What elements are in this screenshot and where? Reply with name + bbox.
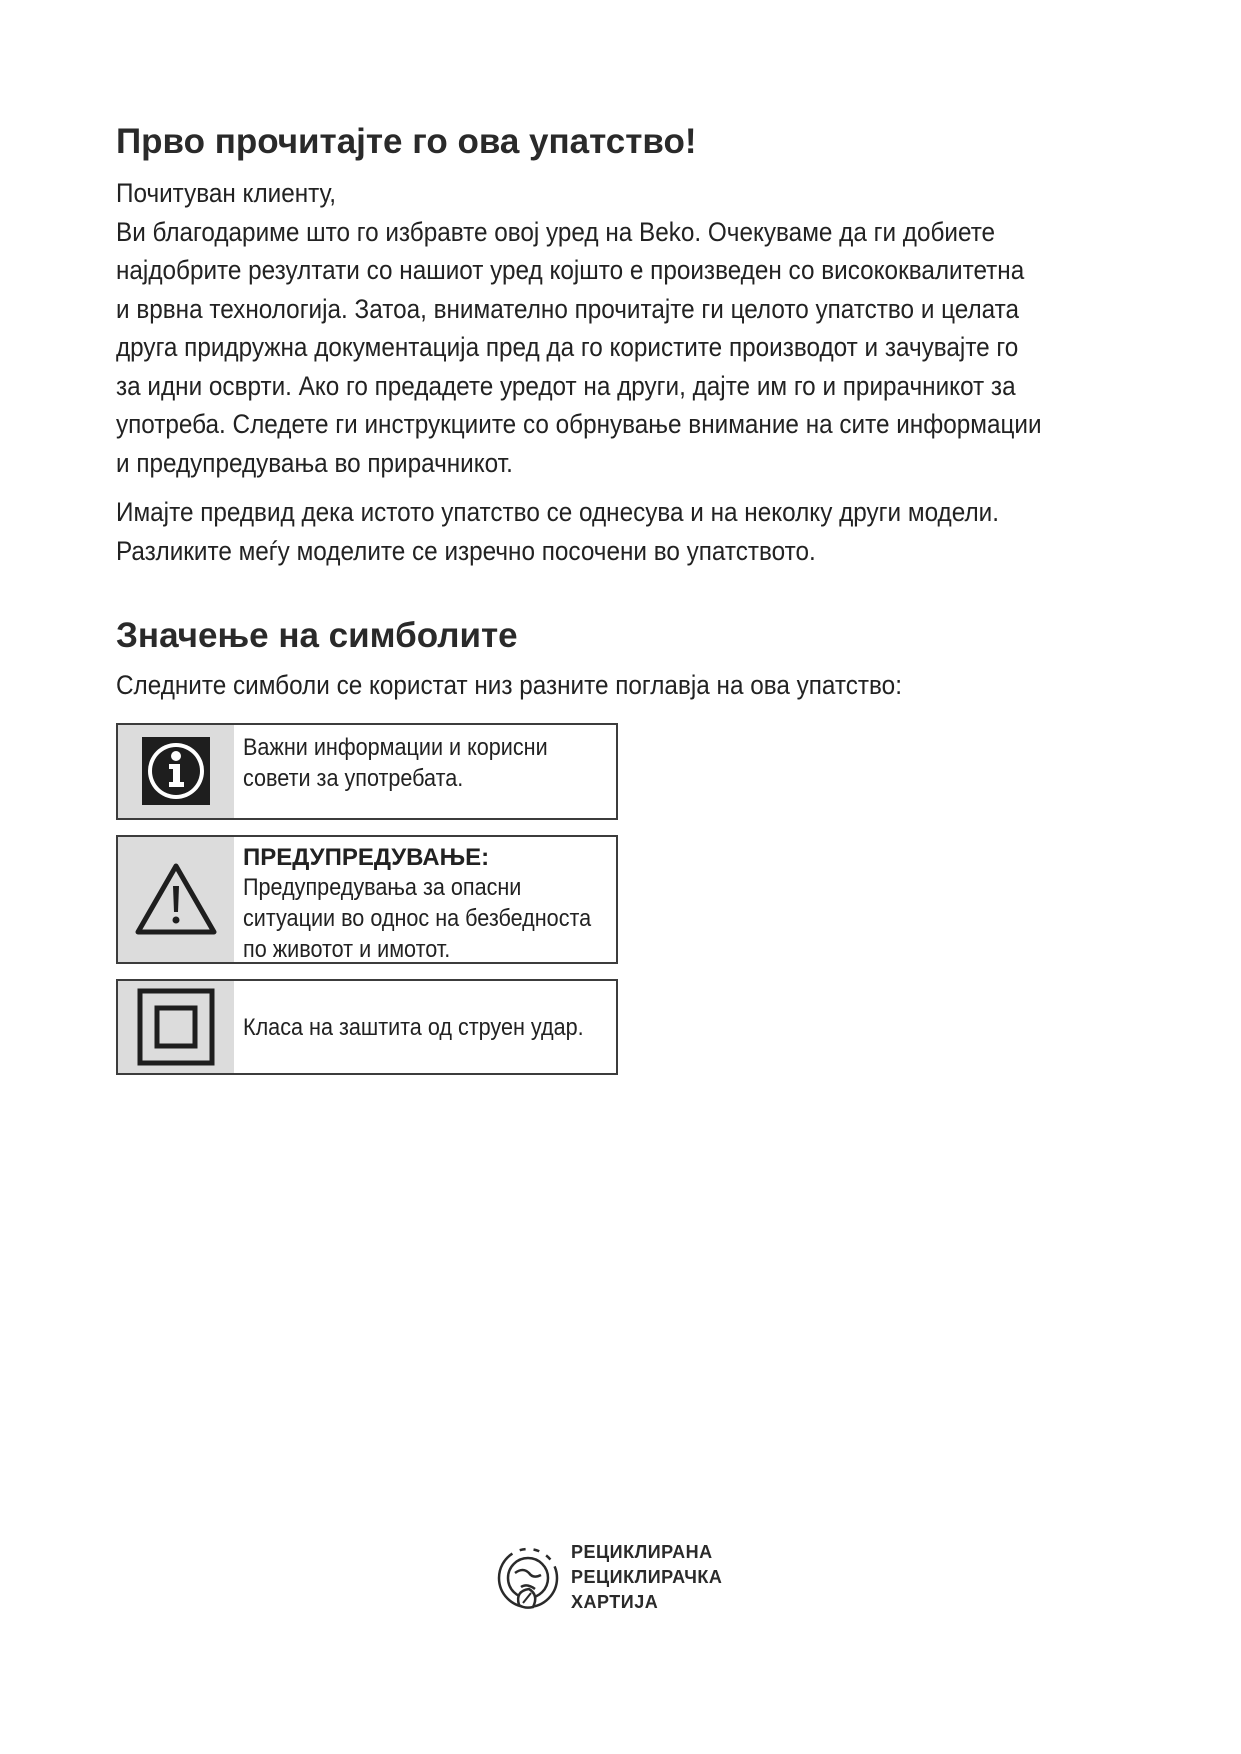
recycle-label-line: РЕЦИКЛИРАЧКА [571, 1567, 723, 1587]
warning-triangle-icon [134, 862, 218, 936]
info-line: совети за употребата. [243, 764, 464, 792]
warning-text [243, 872, 612, 965]
intro-paragraph [116, 174, 1151, 482]
recycled-globe-icon [493, 1543, 563, 1613]
intro-line: за идни осврти. Ако го предадете уредот на други, дајте им го и прирачникот за [116, 370, 1016, 401]
note-line: Имајте предвид дека истото упатство се однесува и на неколку други модели. [116, 497, 999, 527]
symbol-row-warning [116, 835, 618, 964]
recycle-label-line: РЕЦИКЛИРАНА [571, 1542, 713, 1562]
warning-line: по животот и имотот. [243, 935, 451, 963]
recycled-paper-badge [493, 1540, 722, 1615]
manual-page [116, 118, 1156, 1090]
symbol-row-info [116, 723, 618, 820]
page-title: Прво прочитајте го ова упатство! [116, 122, 697, 161]
symbols-description: Следните симболи се користат низ разните поглавја на ова упатство: [116, 670, 902, 700]
intro-line: и предупредувања во прирачникот. [116, 447, 513, 478]
symbols-table [116, 723, 618, 1075]
warning-heading: ПРЕДУПРЕДУВАЊЕ: [243, 843, 490, 871]
info-icon [142, 737, 210, 805]
intro-line: најдобрите резултати со нашиот уред којшто е произведен со висококвалитетна [116, 255, 1025, 285]
note-line: Разликите меѓу моделите се изречно посочени во упатството. [116, 535, 816, 566]
intro-line: Ви благодариме што го избравте овој уред на Beko. Очекуваме да ги добиете [116, 216, 996, 247]
symbol-row-protection-class [116, 979, 618, 1075]
info-line: Важни информации и корисни [243, 733, 548, 761]
intro-line: употреба. Следете ги инструкциите со обрнување внимание на сите информации [116, 409, 1042, 439]
symbols-section-title: Значење на симболите [116, 616, 518, 655]
recycle-label-line: ХАРТИЈА [571, 1592, 659, 1612]
intro-line: друга придружна документација пред да го користите производот и зачувајте го [116, 332, 1019, 362]
models-note [116, 493, 1151, 570]
info-text [243, 732, 612, 794]
warning-line: ситуации во однос на безбедноста [243, 904, 592, 932]
double-square-icon [137, 988, 215, 1066]
protection-class-text: Класа на заштита од струен удар. [243, 1013, 584, 1041]
intro-line: и врвна технологија. Затоа, внимателно прочитајте ги целото упатство и целата [116, 293, 1020, 324]
salutation: Почитуван клиенту, [116, 178, 337, 208]
warning-line: Предупредувања за опасни [243, 873, 522, 901]
